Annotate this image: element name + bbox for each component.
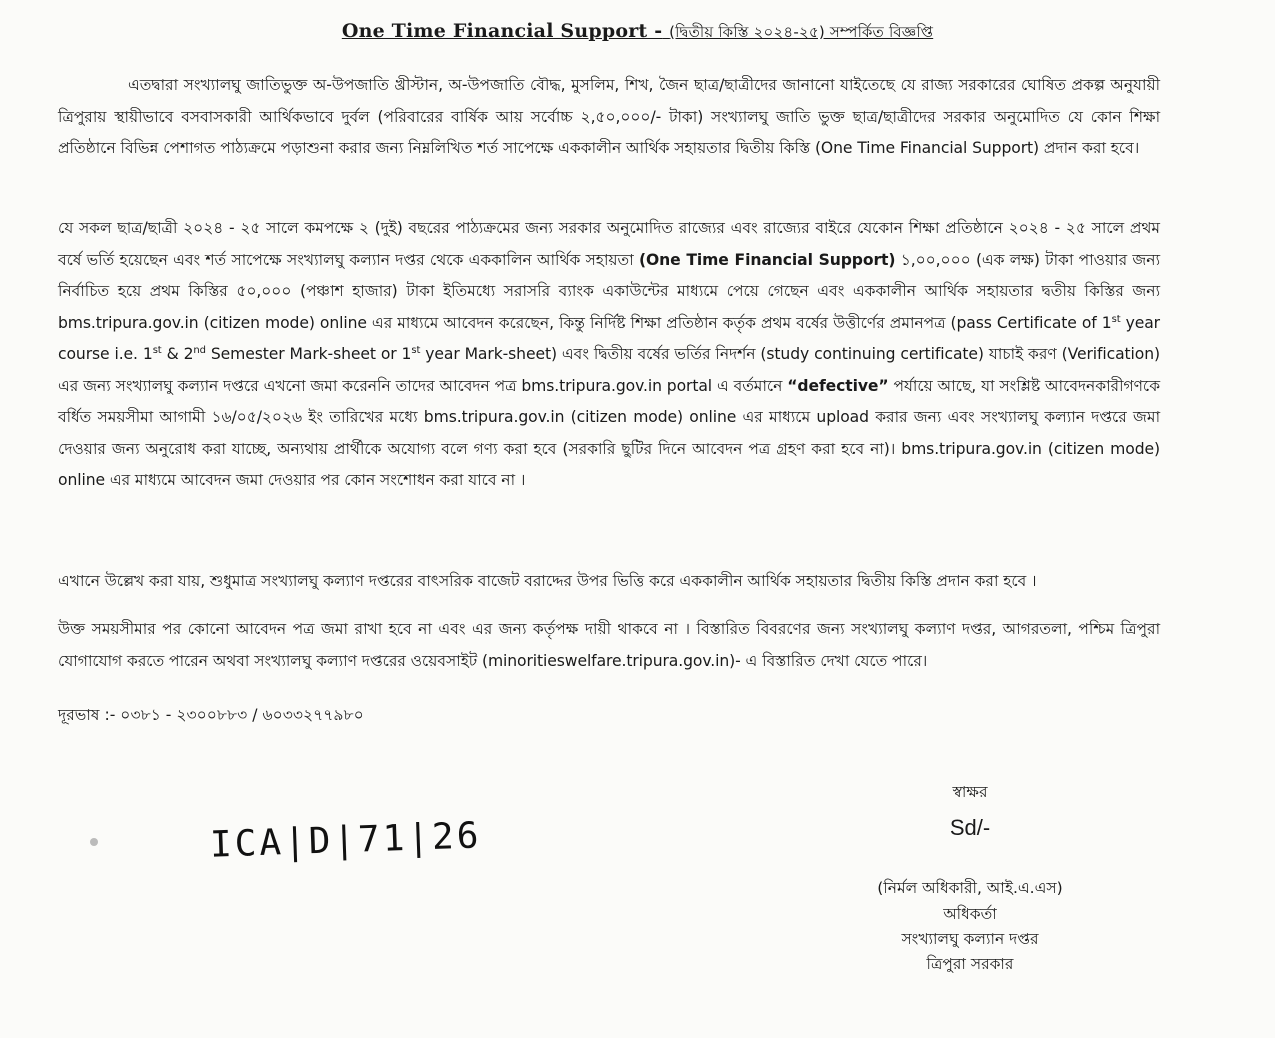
title-english: One Time Financial Support - bbox=[341, 20, 663, 42]
para2-bold-defective: “defective” bbox=[787, 376, 889, 395]
title-bengali: (দ্বিতীয় কিস্তি ২০২৪-২৫) সম্পর্কিত বিজ্ঞপ্তি bbox=[669, 23, 934, 41]
para2-bold-ofts: (One Time Financial Support) bbox=[638, 250, 896, 269]
sup-2: st bbox=[152, 344, 162, 356]
paragraph-eligibility bbox=[58, 213, 1160, 497]
paragraph-contact bbox=[58, 614, 1160, 677]
phone-numbers: দূরভাষ :- ০৩৮১ - ২৩০০৮৮৩ / ৬০৩৩২৭৭৯৮০ bbox=[58, 706, 364, 724]
sup-4: st bbox=[411, 344, 421, 356]
officer-name: (নির্মল অধিকারী, আই.এ.এস) bbox=[877, 879, 1063, 897]
paragraph-budget-note bbox=[58, 566, 1160, 598]
sup-1: st bbox=[1111, 313, 1121, 325]
para2-text-6: year Mark-sheet) এবং দ্বিতীয় বর্ষের ভর্তির নিদর্শন (study continuing certificate) যাচাই করণ (Verification) এর জন্য সংখ্যালঘু কল্যান দপ্তরে এখনো জমা করেননি তাদের আবেদন পত্র bms.tripura.gov.in portal এ বর্তমানে bbox=[58, 345, 1160, 395]
notice-title bbox=[0, 20, 1275, 46]
handwritten-reference: ICA|D|71|26 bbox=[209, 815, 483, 866]
para2-text-7: পর্যায়ে আছে, যা সংশ্লিষ্ট আবেদনকারীগণকে বর্ধিত সময়সীমা আগামী ১৬/০৫/২০২৬ ইং তারিখের মধ্যে bms.tripura.gov.in (citizen mode) online এর মাধ্যমে upload করার জন্য এবং সংখ্যালঘু কল্যান দপ্তরে জমা দেওয়ার জন্য অনুরোধ করা যাচ্ছে, অন্যথায় প্রার্থীকে অযোগ্য বলে গণ্য করা হবে (সরকারি ছুটির দিনে আবেদন পত্র গ্রহণ করা হবে না)। bms.tripura.gov.in (citizen mode) online এর মাধ্যমে আবেদন জমা দেওয়ার পর কোন সংশোধন করা যাবে না । bbox=[58, 376, 1161, 489]
para2-text-3: year course i.e. 1 bbox=[58, 313, 1160, 363]
signature-label: স্বাক্ষর bbox=[952, 783, 988, 801]
para2-text-4: & 2 bbox=[161, 345, 194, 363]
officer-government: ত্রিপুরা সরকার bbox=[926, 955, 1014, 973]
officer-designation: অধিকর্তা bbox=[943, 905, 997, 923]
para2-text-5: Semester Mark-sheet or 1 bbox=[205, 345, 412, 363]
scan-speck bbox=[90, 838, 98, 846]
signature-sd: Sd/- bbox=[949, 815, 991, 840]
paragraph-intro bbox=[58, 70, 1160, 165]
paragraph-intro-text: এতদ্বারা সংখ্যালঘু জাতিভুক্ত অ-উপজাতি খ্রীস্টান, অ-উপজাতি বৌদ্ধ, মুসলিম, শিখ, জৈন ছাত্র/ছাত্রীদের জানানো যাইতেছে যে রাজ্য সরকারের ঘোষিত প্রকল্প অনুযায়ী ত্রিপুরায় স্থায়ীভাবে বসবাসকারী আর্থিকভাবে দুর্বল (পরিবারের বার্ষিক আয় সর্বোচ্চ ২,৫০,০০০/- টাকা) সংখ্যালঘু জাতি ভুক্ত ছাত্র/ছাত্রীদের সরকার অনুমোদিত যে কোন শিক্ষা প্রতিষ্ঠানে বিভিন্ন পেশাগত পাঠ্যক্রমে পড়াশুনা করার জন্য নিম্নলিখিত শর্ত সাপেক্ষে এককালীন আর্থিক সহায়তার দ্বিতীয় কিস্তি (One Time Financial Support) প্রদান করা হবে। bbox=[58, 76, 1160, 157]
para2-text-1: যে সকল ছাত্র/ছাত্রী ২০২৪ - ২৫ সালে কমপক্ষে ২ (দুই) বছরের পাঠ্যক্রমের জন্য সরকার অনুমোদিত রাজ্যের এবং রাজ্যের বাইরে যেকোন শিক্ষা প্রতিষ্ঠানে ২০২৪ - ২৫ সালে প্রথম বর্ষে ভর্তি হয়েছেন এবং শর্ত সাপেক্ষে সংখ্যালঘু কল্যান দপ্তর থেকে এককালিন আর্থিক সহায়তা bbox=[58, 219, 1160, 269]
sup-3: nd bbox=[193, 344, 206, 356]
officer-department: সংখ্যালঘু কল্যান দপ্তর bbox=[901, 930, 1039, 948]
paragraph-contact-text: উক্ত সময়সীমার পর কোনো আবেদন পত্র জমা রাখা হবে না এবং এর জন্য কর্তৃপক্ষ দায়ী থাকবে না । বিস্তারিত বিবরণের জন্য সংখ্যালঘু কল্যাণ দপ্তর, আগরতলা, পশ্চিম ত্রিপুরা যোগাযোগ করতে পারেন অথবা সংখ্যালঘু কল্যাণ দপ্তরের ওয়েবসাইট (minoritieswelfare.tripura.gov.in)- এ বিস্তারিত দেখা যেতে পারে। bbox=[58, 620, 1160, 670]
para2-text-2: ১,০০,০০০ (এক লক্ষ) টাকা পাওয়ার জন্য নির্বাচিত হয়ে প্রথম কিস্তির ৫০,০০০ (পঞ্চাশ হাজার) টাকা ইতিমধ্যে সরাসরি ব্যাংক একাউন্টের মাধ্যমে পেয়ে গেছেন এবং এককালীন আর্থিক সহায়তার দ্বতীয় কিস্তির জন্য bms.tripura.gov.in (citizen mode) online এর মাধ্যমে আবেদন করেছেন, কিন্তু নির্দিষ্ট শিক্ষা প্রতিষ্ঠান কর্তৃক প্রথম বর্ষের উত্তীর্ণের প্রমানপত্র (pass Certificate of 1 bbox=[58, 250, 1160, 332]
paragraph-budget-text: এখানে উল্লেখ করা যায়, শুধুমাত্র সংখ্যালঘু কল্যাণ দপ্তরের বাৎসরিক বাজেট বরাদ্দের উপর ভিত্তি করে এককালীন আর্থিক সহায়তার দ্বিতীয় কিস্তি প্রদান করা হবে । bbox=[58, 572, 1037, 590]
